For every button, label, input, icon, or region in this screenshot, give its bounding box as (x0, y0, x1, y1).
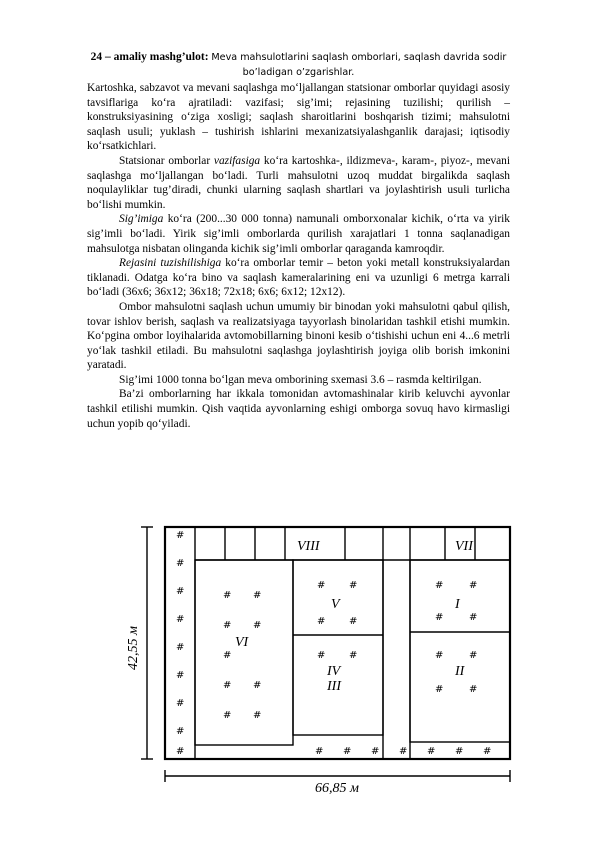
bin-symbol: # (435, 650, 444, 661)
bin-symbol: # (176, 670, 185, 681)
exercise-heading (87, 50, 510, 80)
p4-rest: ko‘ra omborlar temir – beton yoki metall konstruksiyalardan tiklanadi. Odatga ko‘ra bino va saqlash kameralarining eni va uzunligi 6 metrga karrali bo‘ladi (36x6; 36x12; 36x18; 72x18; 6x6; 6x12; 12x12). (87, 257, 510, 299)
bin-symbol: # (435, 612, 444, 623)
paragraph-2 (87, 154, 510, 212)
bin-symbol: # (349, 580, 358, 591)
bin-symbol: # (253, 620, 262, 631)
bin-symbol: # (469, 580, 478, 591)
bin-symbols (176, 530, 491, 757)
bin-symbol: # (317, 580, 326, 591)
room-label-iii: III (327, 679, 341, 694)
bin-symbol: # (483, 746, 492, 757)
warehouse-plan-figure (125, 520, 521, 796)
bin-symbol: # (455, 746, 464, 757)
room-label-i: I (455, 597, 460, 612)
bin-symbol: # (223, 620, 232, 631)
p2-emphasis: vazifasiga (213, 154, 261, 167)
bin-symbol: # (317, 650, 326, 661)
bin-symbol: # (349, 650, 358, 661)
paragraph-5: Ombor mahsulotni saqlash uchun umumiy bir binodan yoki mahsulotni qabul qilish, tovar ishlov berish, saqlash va realizatsiyaga tayyorlash binolaridan tashkil etishi mumkin. Ko‘pgina ombor loyihalarida avtomobillarning binoni kesib o‘tishishi uchun eni 4...6 metrli yo‘lak tashkil etiladi. Bu mahsulotni saqlashga joylashtirish joyiga olib borish imkonini yaratadi. (87, 300, 510, 372)
bin-symbol: # (315, 746, 324, 757)
room-label-vii: VII (455, 539, 473, 554)
bin-symbol: # (223, 710, 232, 721)
bin-symbol: # (399, 746, 408, 757)
bin-symbol: # (317, 616, 326, 627)
paragraph-7: Ba’zi omborlarning har ikkala tomonidan avtomashinalar kirib keluvchi ayvonlar tashkil etilishi mumkin. Qish vaqtida ayvonlarning eshigi omborga sovuq havo kirmasligi uchun yopib qo‘yiladi. (87, 388, 510, 430)
document-body (87, 50, 510, 431)
paragraph-6: Sig’imi 1000 tonna bo‘lgan meva omborining sxemasi 3.6 – rasmda keltirilgan. (119, 373, 482, 386)
p4-emphasis: Rejasini tuzishilishiga (119, 257, 222, 270)
bin-symbol: # (253, 710, 262, 721)
room-label-v: V (331, 597, 340, 612)
bin-symbol: # (349, 616, 358, 627)
p2-start: Statsionar omborlar (119, 154, 214, 167)
p3-rest: ko‘ra (200...30 000 tonna) namunali omborxonalar kichik, o‘rta va yirik sig’imli bo‘ladi. Yirik sig’imli omborlarda qurilish xarajatlari 1 tonna saqlanadigan mahsulotga nisbatan olinganda kichik sig’imli omborlar qaraganda kamroqdir. (87, 213, 510, 255)
paragraph-3 (87, 212, 510, 256)
bin-symbol: # (176, 614, 185, 625)
bin-symbol: # (223, 680, 232, 691)
width-dimension-label: 66,85 м (315, 781, 359, 796)
paragraph-4 (87, 256, 510, 300)
heading-lead: 24 – amaliy mashg’ulot: (90, 51, 209, 63)
room-label-viii: VIII (297, 539, 320, 554)
heading-subtitle: Meva mahsulotlarini saqlash omborlari, saqlash davrida sodir bo’ladigan o’zgarishlar. (211, 52, 507, 78)
p2-rest: ko‘ra kartoshka-, ildizmeva-, karam-, piyoz-, mevani saqlashga mo‘ljallangan bo‘ladi. Turli mahsulotni uzoq muddat birgalikda saqlash noqulayliklar tug’diradi, chunki ularning saqlash shartlari va joylashtirish usuli turlicha bo‘lishi mumkin. (87, 154, 511, 211)
bin-symbol: # (176, 586, 185, 597)
bin-symbol: # (176, 642, 185, 653)
room-label-ii: II (455, 664, 465, 679)
warehouse-plan-svg (125, 520, 521, 796)
height-dimension-label: 42,55 м (126, 626, 141, 670)
bin-symbol: # (469, 650, 478, 661)
bin-symbol: # (435, 684, 444, 695)
bin-symbol: # (223, 650, 232, 661)
paragraph-1: Kartoshka, sabzavot va mevani saqlashga mo‘ljallangan statsionar omborlar quyidagi asosiy tavsiflariga ko‘ra ajratiladi: vazifasi; sig’imi; rejasining tuzilishi; qurilish – konstruksiyasining o‘ziga xosligi; saqlash sharoitlarini boshqarish tizimi; mahsulotni saqlash usuli; yuklash – tushirish ishlarini mexanizatsiyalashganlik darajasi; iqtisodiy ko‘rsatkichlari. (87, 82, 510, 153)
bin-symbol: # (253, 680, 262, 691)
room-label-iv: IV (327, 664, 341, 679)
bin-symbol: # (223, 590, 232, 601)
bin-symbol: # (253, 590, 262, 601)
bin-symbol: # (371, 746, 380, 757)
bin-symbol: # (176, 746, 185, 757)
bin-symbol: # (469, 684, 478, 695)
bin-symbol: # (176, 530, 185, 541)
room-label-vi: VI (235, 635, 249, 650)
bin-symbol: # (469, 612, 478, 623)
bin-symbol: # (176, 558, 185, 569)
plan-walls (141, 527, 510, 782)
bin-symbol: # (435, 580, 444, 591)
bin-symbol: # (343, 746, 352, 757)
bin-symbol: # (427, 746, 436, 757)
bin-symbol: # (176, 698, 185, 709)
p3-emphasis: Sig’imiga (119, 213, 164, 226)
bin-symbol: # (176, 726, 185, 737)
